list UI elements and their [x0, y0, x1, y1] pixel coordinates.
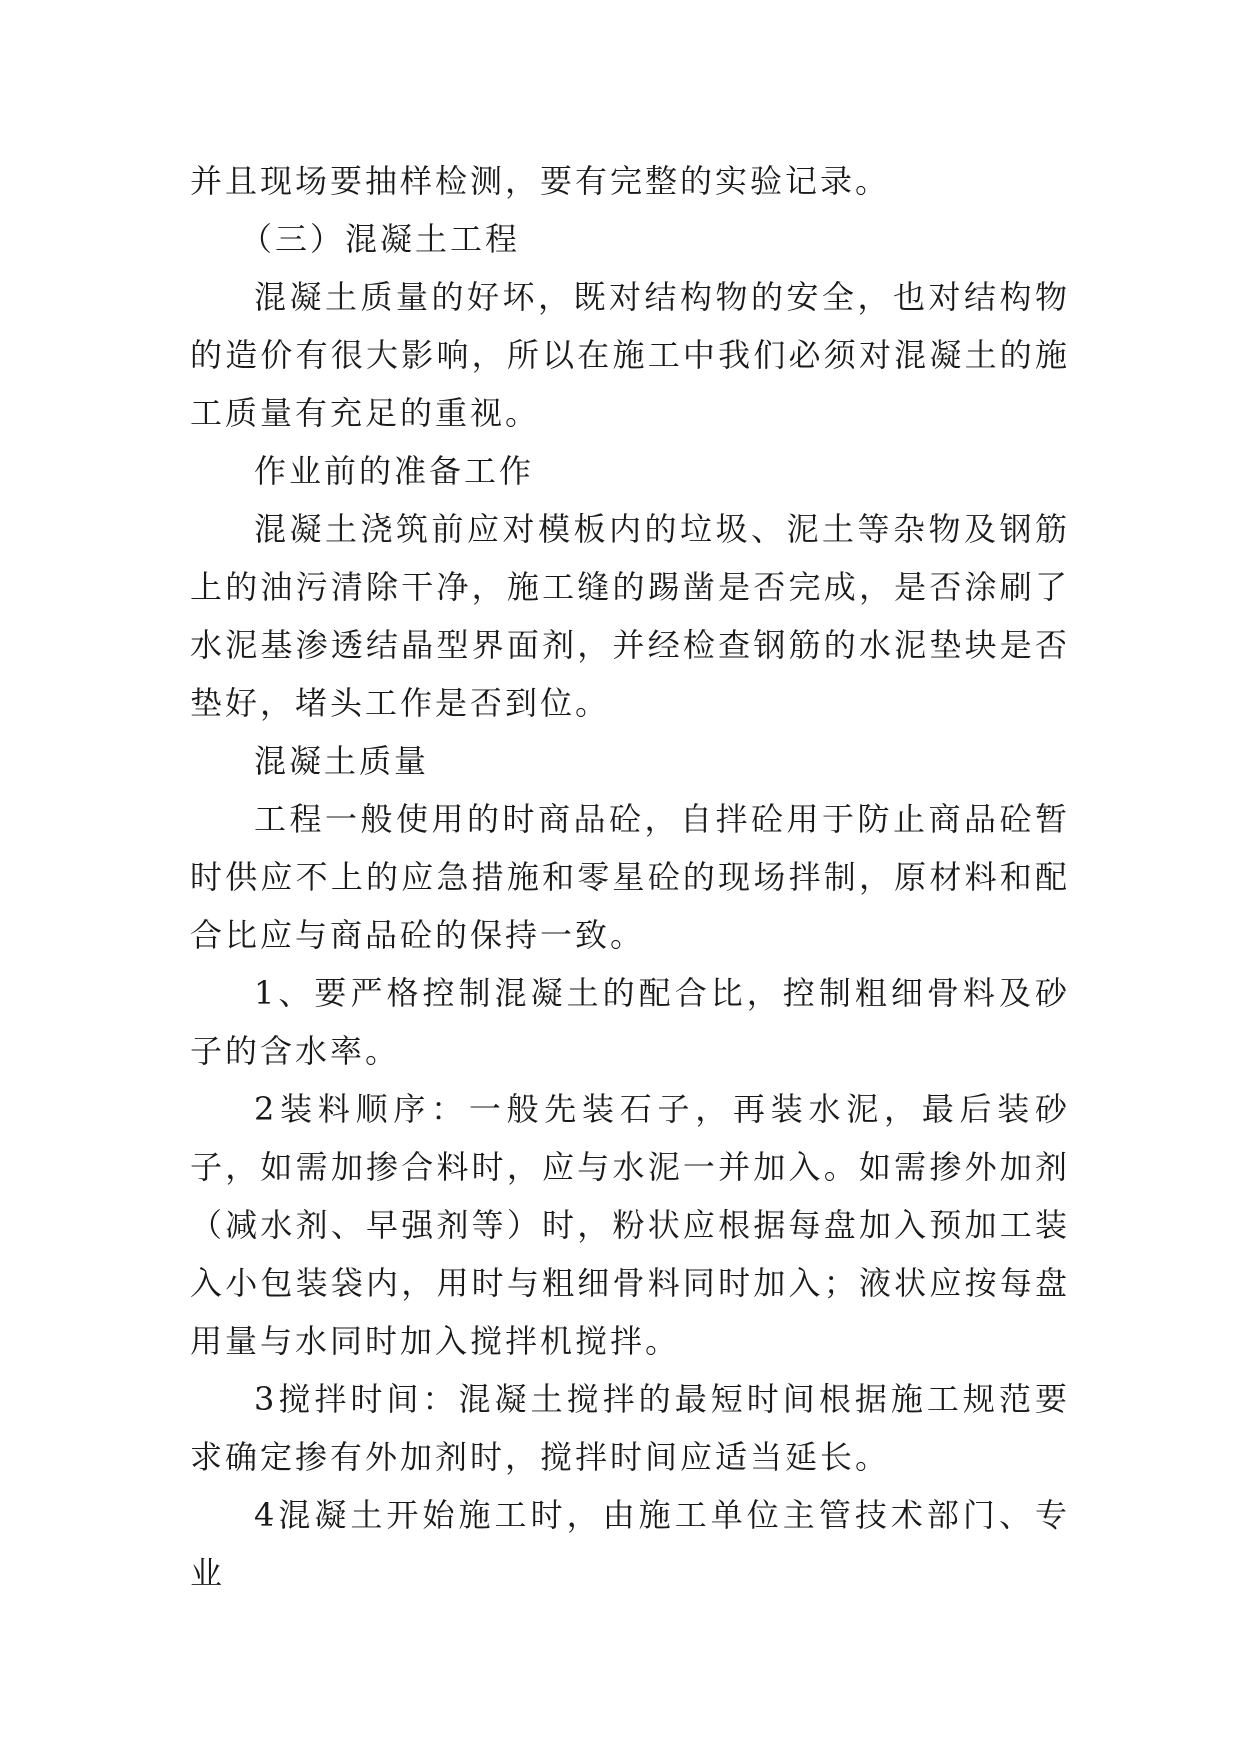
- paragraph-item-2: 2装料顺序：一般先装石子，再装水泥，最后装砂子，如需加掺合料时，应与水泥一并加入。如需掺外加剂（减水剂、早强剂等）时，粉状应根据每盘加入预加工装入小包装袋内，用时与粗细骨料同时加入；液状应按每盘用量与水同时加入搅拌机搅拌。: [190, 1090, 1070, 1360]
- paragraph-item-3: 3搅拌时间：混凝土搅拌的最短时间根据施工规范要求确定掺有外加剂时，搅拌时间应适当延长。: [190, 1380, 1070, 1476]
- subheading-concrete-quality: 混凝土质量: [254, 742, 430, 780]
- document-body: [190, 152, 1070, 1602]
- paragraph-item-4: 4混凝土开始施工时，由施工单位主管技术部门、专业: [190, 1496, 1070, 1592]
- subheading-preparation: 作业前的准备工作: [254, 452, 535, 490]
- paragraph-item-1: 1、要严格控制混凝土的配合比，控制粗细骨料及砂子的含水率。: [190, 974, 1070, 1070]
- paragraph-sampling-record: 并且现场要抽样检测，要有完整的实验记录。: [190, 162, 891, 200]
- paragraph-preparation: 混凝土浇筑前应对模板内的垃圾、泥土等杂物及钢筋上的油污清除干净，施工缝的踢凿是否完成，是否涂刷了水泥基渗透结晶型界面剂，并经检查钢筋的水泥垫块是否垫好，堵头工作是否到位。: [190, 510, 1070, 722]
- section-heading-concrete: （三）混凝土工程: [240, 220, 521, 258]
- paragraph-concrete-quality-intro: 混凝土质量的好坏，既对结构物的安全，也对结构物的造价有很大影响，所以在施工中我们必须对混凝土的施工质量有充足的重视。: [190, 278, 1070, 432]
- paragraph-commercial-concrete: 工程一般使用的时商品砼，自拌砼用于防止商品砼暂时供应不上的应急措施和零星砼的现场拌制，原材料和配合比应与商品砼的保持一致。: [190, 800, 1070, 954]
